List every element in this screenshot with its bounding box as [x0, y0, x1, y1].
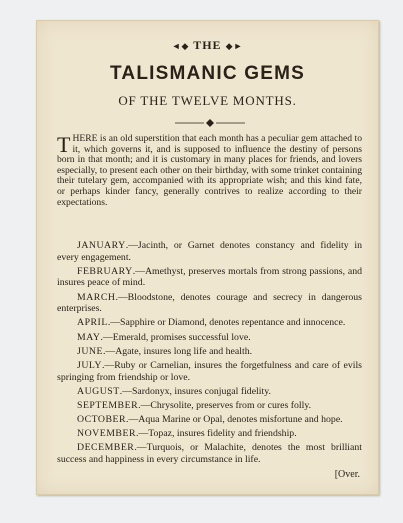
month-name: APRIL [77, 317, 108, 329]
list-item [57, 428, 362, 440]
month-name: JULY [77, 359, 102, 371]
intro-paragraph [57, 134, 362, 208]
divider-ornament-icon [175, 118, 245, 128]
intro-text: HERE is an old superstition that each month has a peculiar gem attached to it, which governs it, and is supposed to influence the destiny of persons born in that month; and it is customary in many places for friends, and lovers especially, to present each other on their birthday, with some trinket containing their tutelary gem, accompanied with its appropriate wish; and this kind fate, or perhaps kinder fancy, generally contrives to realize according to their expectations. [57, 133, 362, 208]
list-item [57, 317, 362, 329]
list-item [57, 292, 362, 315]
month-text: .—Amethyst, preserves mortals from strong passions, and insures peace of mind. [57, 265, 362, 289]
drop-cap: T [57, 132, 71, 157]
month-name: OCTOBER [77, 414, 127, 426]
month-text: .—Bloodstone, denotes courage and secrecy in dangerous enterprises. [57, 291, 362, 315]
month-name: MAY [77, 331, 101, 343]
list-item [57, 346, 362, 358]
month-list [57, 240, 362, 468]
list-item [57, 414, 362, 426]
list-item [57, 332, 362, 344]
month-text: .—Aqua Marine or Opal, denotes misfortune and hope. [126, 414, 343, 426]
month-text: .—Emerald, promises successful love. [100, 331, 251, 343]
list-item [57, 386, 362, 398]
over-note: [Over. [334, 469, 360, 480]
month-name: AUGUST [77, 385, 120, 397]
month-name: JANUARY [77, 240, 126, 251]
month-text: .—Ruby or Carnelian, insures the forgetfulness and care of evils springing from friendship or love. [57, 359, 362, 383]
header-the [37, 38, 378, 53]
month-text: .—Sardonyx, insures conjugal fidelity. [119, 385, 271, 397]
page-subtitle: OF THE TWELVE MONTHS. [118, 93, 297, 108]
trade-card [36, 20, 379, 495]
month-name: NOVEMBER [77, 428, 136, 440]
month-text: .—Chrysolite, preserves from or cures folly. [138, 399, 312, 411]
month-name: MARCH [77, 291, 116, 303]
list-item [57, 442, 362, 465]
list-item [57, 266, 362, 289]
list-item [57, 360, 362, 383]
month-name: JUNE [77, 345, 103, 357]
month-text: .—Topaz, insures fidelity and friendship. [135, 428, 297, 440]
right-ornament-icon: ◆► [225, 40, 244, 51]
left-ornament-icon: ◄◆ [171, 40, 190, 51]
month-name: FEBRUARY [77, 265, 133, 277]
month-text: .—Agate, insures long life and health. [102, 345, 253, 357]
month-text: .—Turquois, or Malachite, denotes the most brilliant success and happiness in every circumstance in life. [57, 442, 362, 466]
month-text: .—Sapphire or Diamond, denotes repentance and innocence. [107, 317, 346, 329]
page-title: TALISMANIC GEMS [110, 63, 305, 84]
month-name: DECEMBER [77, 442, 135, 454]
header-the-text: THE [193, 38, 222, 52]
month-name: SEPTEMBER [77, 399, 139, 411]
list-item [57, 240, 362, 263]
month-text: .—Jacinth, or Garnet denotes constancy and fidelity in every engagement. [57, 240, 362, 263]
list-item [57, 400, 362, 412]
